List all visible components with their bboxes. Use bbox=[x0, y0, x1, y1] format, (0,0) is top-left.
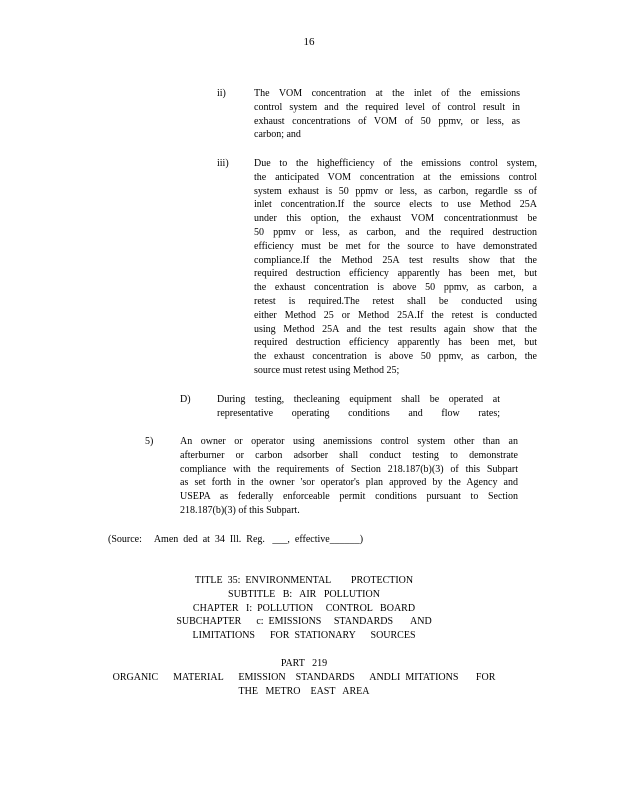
item-label-d: D) bbox=[180, 394, 191, 405]
heading-line-title: TITLE 35: ENVIRONMENTAL PROTECTION bbox=[194, 575, 414, 586]
item-text-iii bbox=[254, 157, 537, 378]
text-line: 218.187(b)(3) of this Subpart. bbox=[180, 504, 300, 516]
text-line: The VOM concentration at the inlet of the emissions bbox=[254, 88, 520, 99]
text-line: under this option, the exhaust VOM concentrationmust be bbox=[254, 213, 537, 225]
text-line: carbon; and bbox=[254, 129, 301, 141]
item-label-iii: iii) bbox=[217, 158, 229, 169]
text-line: as set forth in the owner 'sor operator's plan approved by the Agency and bbox=[180, 477, 518, 489]
heading-line-subtitle: SUBTITLE B: AIR POLLUTION bbox=[228, 588, 380, 600]
text-line: 50 ppmv or less, as carbon, and the required destruction bbox=[254, 226, 537, 238]
text-line: An owner or operator using anemissions control system other than an bbox=[180, 436, 518, 447]
part-heading bbox=[0, 657, 608, 698]
item-label-ii: ii) bbox=[217, 88, 226, 99]
text-line: the anticipated VOM concentration at the emissions control bbox=[254, 171, 537, 183]
text-line: required destruction efficiency apparently has been met, but bbox=[254, 337, 537, 349]
text-line: efficiency must be met for the source to have demonstrated bbox=[254, 240, 537, 252]
source-note: (Source: Amen ded at 34 Ill. Reg. ___, effective______) bbox=[108, 534, 364, 545]
text-line: inlet concentration.If the source elects to use Method 25A bbox=[254, 199, 537, 211]
text-line: afterburner or carbon adsorber shall conduct testing to demonstrate bbox=[180, 449, 518, 461]
part-title-line-1: ORGANIC MATERIAL EMISSION STANDARDS ANDLI MITATIONS FOR bbox=[112, 671, 496, 683]
heading-line-limitations: LIMITATIONS FOR STATIONARY SOURCES bbox=[192, 630, 416, 642]
text-line: Due to the highefficiency of the emissions control system, bbox=[254, 158, 537, 169]
title-heading bbox=[0, 574, 608, 643]
text-line: exhaust concentrations of VOM of 50 ppmv, or less, as bbox=[254, 115, 520, 127]
text-line: control system and the required level of control result in bbox=[254, 101, 520, 113]
part-title-line-2: THE METRO EAST AREA bbox=[238, 685, 370, 697]
text-line: using Method 25A and the test results again show that the bbox=[254, 323, 537, 335]
text-line: required destruction efficiency apparently has been met, but bbox=[254, 268, 537, 280]
text-line: retest is required.The retest shall be conducted using bbox=[254, 295, 537, 307]
text-line: the exhaust concentration is above 50 ppmv, as carbon, the bbox=[254, 351, 537, 363]
text-line: USEPA as federally enforceable permit conditions pursuant to Section bbox=[180, 491, 518, 503]
page-number: 16 bbox=[303, 36, 315, 48]
text-line: compliance with the requirements of Section 218.187(b)(3) of this Subpart bbox=[180, 463, 518, 475]
part-number: PART 219 bbox=[280, 658, 328, 669]
text-line: system exhaust is 50 ppmv or less, as carbon, regardle ss of bbox=[254, 185, 537, 197]
text-line: either Method 25 or Method 25A.If the retest is conducted bbox=[254, 309, 537, 321]
heading-line-chapter: CHAPTER I: POLLUTION CONTROL BOARD bbox=[192, 602, 416, 614]
item-text-ii bbox=[254, 87, 520, 142]
text-line: During testing, thecleaning equipment shall be operated at bbox=[217, 394, 500, 405]
text-line: compliance.If the Method 25A test results show that the bbox=[254, 254, 537, 266]
heading-line-subchapter: SUBCHAPTER c: EMISSIONS STANDARDS AND bbox=[176, 616, 432, 628]
text-line: the exhaust concentration is above 50 ppmv, as carbon, a bbox=[254, 282, 537, 294]
item-text-d bbox=[217, 393, 500, 421]
item-label-5: 5) bbox=[145, 436, 154, 447]
text-line: representative operating conditions and flow rates; bbox=[217, 407, 500, 419]
text-line: source must retest using Method 25; bbox=[254, 364, 400, 376]
item-text-5 bbox=[180, 435, 518, 518]
